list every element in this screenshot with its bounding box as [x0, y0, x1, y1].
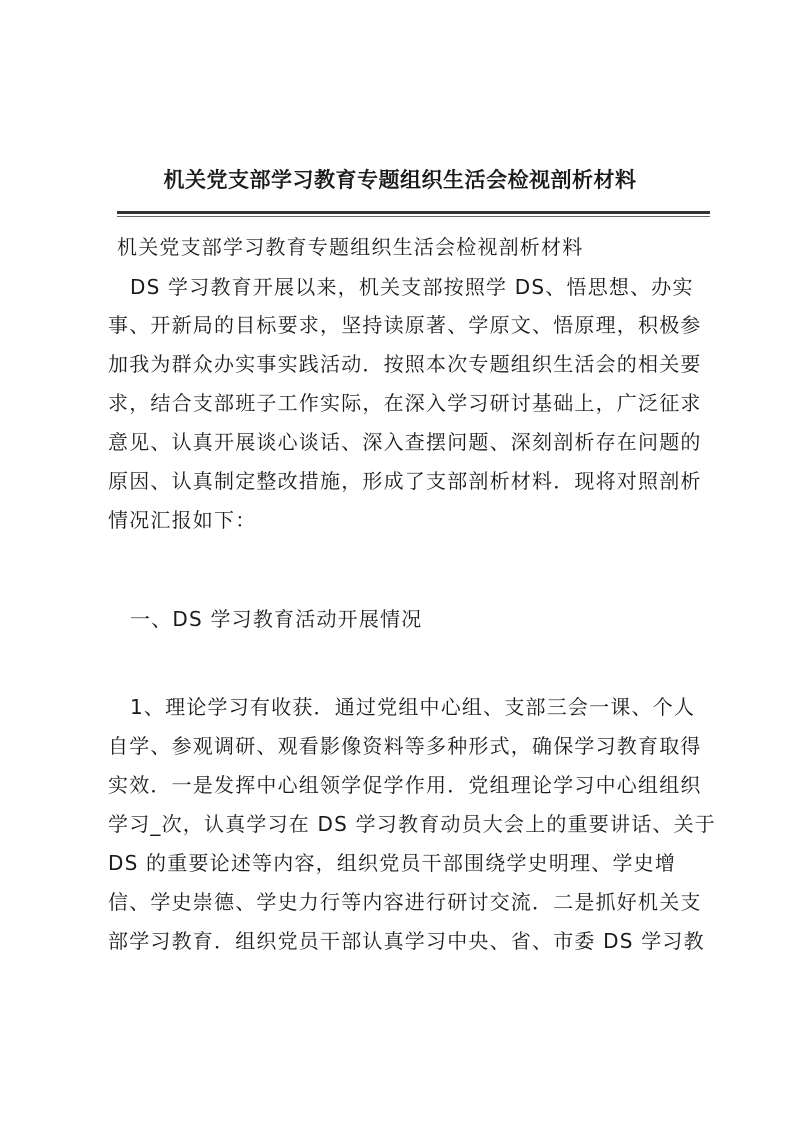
body-line: 情况汇报如下： — [108, 508, 257, 532]
title-divider-thin — [117, 216, 710, 217]
body-line: 自学、参观调研、观看影像资料等多种形式，确保学习教育取得 — [108, 734, 702, 758]
subtitle-line: 机关党支部学习教育专题组织生活会检视剖析材料 — [117, 235, 584, 259]
body-line: DS 学习教育开展以来，机关支部按照学 DS、悟思想、办实 — [130, 275, 694, 299]
body-line: 1、理论学习有收获．通过党组中心组、支部三会一课、个人 — [130, 695, 696, 719]
body-line: 实效．一是发挥中心组领学促学作用．党组理论学习中心组组织 — [108, 773, 702, 797]
body-line: 学习_次，认真学习在 DS 学习教育动员大会上的重要讲话、关于 — [108, 812, 717, 836]
body-line: 事、开新局的目标要求，坚持读原著、学原文、悟原理，积极参 — [108, 313, 702, 337]
body-line: 加我为群众办实事实践活动．按照本次专题组织生活会的相关要 — [108, 352, 702, 376]
body-line: 意见、认真开展谈心谈话、深入查摆问题、深刻剖析存在问题的 — [108, 430, 702, 454]
body-line: DS 的重要论述等内容，组织党员干部围绕学史明理、学史增 — [108, 851, 677, 875]
document-title: 机关党支部学习教育专题组织生活会检视剖析材料 — [163, 167, 637, 192]
title-divider — [117, 211, 710, 214]
body-line: 信、学史崇德、学史力行等内容进行研讨交流．二是抓好机关支 — [108, 890, 702, 914]
section-heading: 一、DS 学习教育活动开展情况 — [130, 607, 423, 631]
body-line: 部学习教育．组织党员干部认真学习中央、省、市委 DS 学习教 — [108, 929, 705, 953]
body-line: 求，结合支部班子工作实际，在深入学习研讨基础上，广泛征求 — [108, 391, 702, 415]
body-line: 原因、认真制定整改措施，形成了支部剖析材料．现将对照剖析 — [108, 469, 702, 493]
